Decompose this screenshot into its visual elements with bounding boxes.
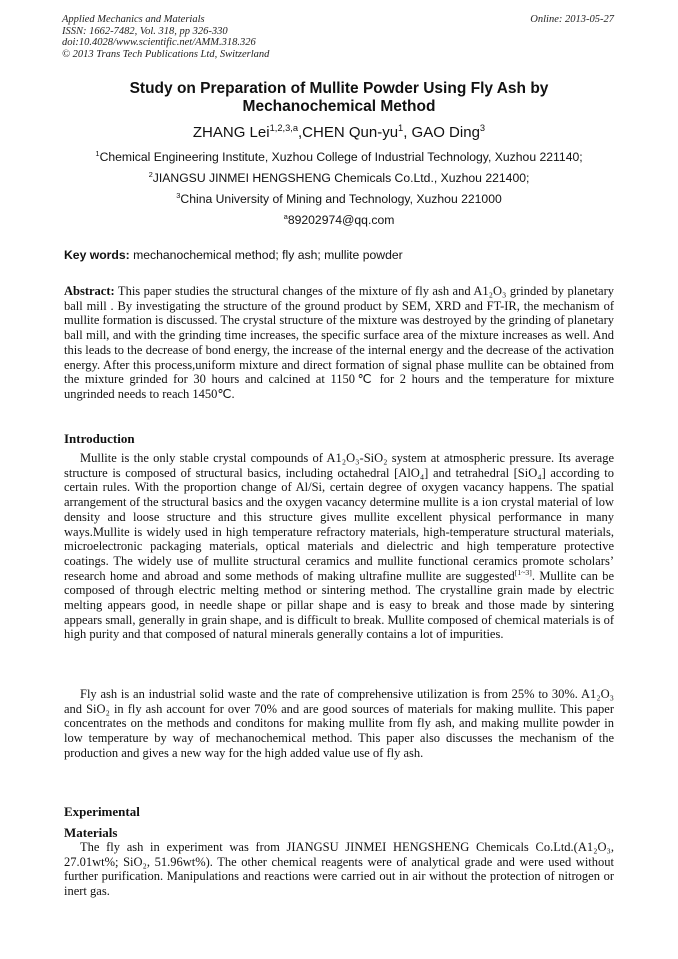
introduction-paragraph-2 xyxy=(64,687,614,761)
introduction-paragraph-1 xyxy=(64,451,614,642)
intro-p2-text: Fly ash is an industrial solid waste and the rate of comprehensive utilization is from 25% to 30%. A1₂O₃ and SiO₂ in fly ash account for over 70% and are good sources of materials for making mullite. This paper concentrates on the methods and conditons for making mullite from fly ash, and making mullite powder in low temperature by way of mechanochemical method. This paper also discusses the mechanism of the production and gives a new way for the high added value use of fly ash. xyxy=(64,687,614,760)
contact-email xyxy=(40,213,638,227)
author-2: ,CHEN Qun-yu xyxy=(298,124,399,141)
email-text[interactable]: 89202974@qq.com xyxy=(287,213,395,227)
affiliation-3-sup: 3 xyxy=(176,190,181,200)
online-date: Online: 2013-05-27 xyxy=(530,14,614,25)
paper-title xyxy=(60,80,618,116)
abstract-label: Abstract: xyxy=(64,284,115,298)
author-3: , GAO Ding xyxy=(403,124,480,141)
materials-text: The fly ash in experiment was from JIANGSU JINMEI HENGSHENG Chemicals Co.Ltd.(A1₂O₃, 27.01wt%; SiO₂, 51.96wt%). The other chemical reagents were of analytical grade and were used without further purification. Manipulations and reactions were carried out in air without the protection of nitrogen or inert gas. xyxy=(64,840,614,899)
affiliation-2-sup: 2 xyxy=(148,169,153,179)
author-1: ZHANG Lei xyxy=(192,124,270,141)
experimental-heading: Experimental xyxy=(64,804,140,819)
affiliation-2 xyxy=(40,171,638,185)
abstract xyxy=(64,284,614,402)
affiliation-3 xyxy=(40,192,638,206)
affiliation-1-text: Chemical Engineering Institute, Xuzhou College of Industrial Technology, Xuzhou 221140; xyxy=(99,150,583,164)
journal-name: Applied Mechanics and Materials xyxy=(62,14,205,25)
author-list xyxy=(60,124,618,141)
title-line-1: Study on Preparation of Mullite Powder Using Fly Ash by xyxy=(129,80,549,97)
email-sup: a xyxy=(283,211,288,221)
journal-header xyxy=(62,14,269,60)
author-2-sup: 1 xyxy=(398,123,404,133)
author-3-sup: 3 xyxy=(479,123,486,133)
copyright-line: © 2013 Trans Tech Publications Ltd, Switzerland xyxy=(62,48,270,60)
intro-p1-tail: . Mullite can be composed of through electric melting method or sintering method. The crystalline grain made by electric melting appears good, in needle shape or pillar shape and is easy to break and those made by sintering appears small, generally in grain shape, and is difficult to break. Mullite composed of chemical materials is of high purity and that composed of natural minerals generally contains a lot of impurities. xyxy=(64,568,615,642)
materials-subheading: Materials xyxy=(64,825,118,840)
doi-line: doi:10.4028/www.scientific.net/AMM.318.326 xyxy=(62,37,256,48)
affiliation-2-text: JIANGSU JINMEI HENGSHENG Chemicals Co.Ltd., Xuzhou 221400; xyxy=(152,171,530,185)
intro-p1-text: Mullite is the only stable crystal compounds of A1₂O₃-SiO₂ system at atmospheric pressure. Its average structure is composed of structural basics, including octahedral [AlO₄] and tetrahedral [SiO₄] according to certain rules. With the proportion change of Al/Si, certain degree of oxygen vacancy happens. The spatial arrangement of the structural basics and the oxygen vacancy determine mullite is a ion crystal material of low density and loose structure and this structure gives mullite excellent physical performance in many ways.Mullite is widely used in high temperature refractory materials, high-temperature structural materials, microelectronic packaging materials, optical materials and dielectric and high temperature protective coatings. The widely use of mullite structural ceramics and mullite functional ceramics promote scholars’ research home and abroad and some methods of making ultrafine mullite are suggested xyxy=(64,451,614,583)
citation-ref: [1~3] xyxy=(514,567,532,577)
affiliation-3-text: China University of Mining and Technology, Xuzhou 221000 xyxy=(180,192,502,206)
title-line-2: Mechanochemical Method xyxy=(242,98,436,115)
keywords-label: Key words: xyxy=(64,248,130,262)
introduction-heading: Introduction xyxy=(64,431,135,446)
keywords xyxy=(64,248,624,262)
abstract-text: This paper studies the structural changes of the mixture of fly ash and A1₂O₃ grinded by planetary ball mill . By investigating the structure of the ground product by SEM, XRD and FT-IR, the mechanism of mullite formation is discussed. The crystal structure of the mixture was destroyed by the grinding of planetary ball mill, and with the grinding time increases, the specific surface area of the mixture increases as well. And this leads to the decrease of bond energy, the increase of the internal energy and the decrease of the activation energy. After this process,uniform mixture and direct formation of signal phase mullite can be obtained from the mixture grinded for 30 hours and calcined at 1150℃ for 2 hours and the temperature for mixture ungrinded needs to reach 1450℃. xyxy=(64,284,614,401)
keywords-text: mechanochemical method; fly ash; mullite powder xyxy=(129,248,403,262)
author-1-sup: 1,2,3,a xyxy=(269,123,299,133)
affiliation-1-sup: 1 xyxy=(95,148,100,158)
materials-paragraph xyxy=(64,840,614,899)
affiliation-1 xyxy=(40,150,638,164)
issn-line: ISSN: 1662-7482, Vol. 318, pp 326-330 xyxy=(62,25,228,37)
